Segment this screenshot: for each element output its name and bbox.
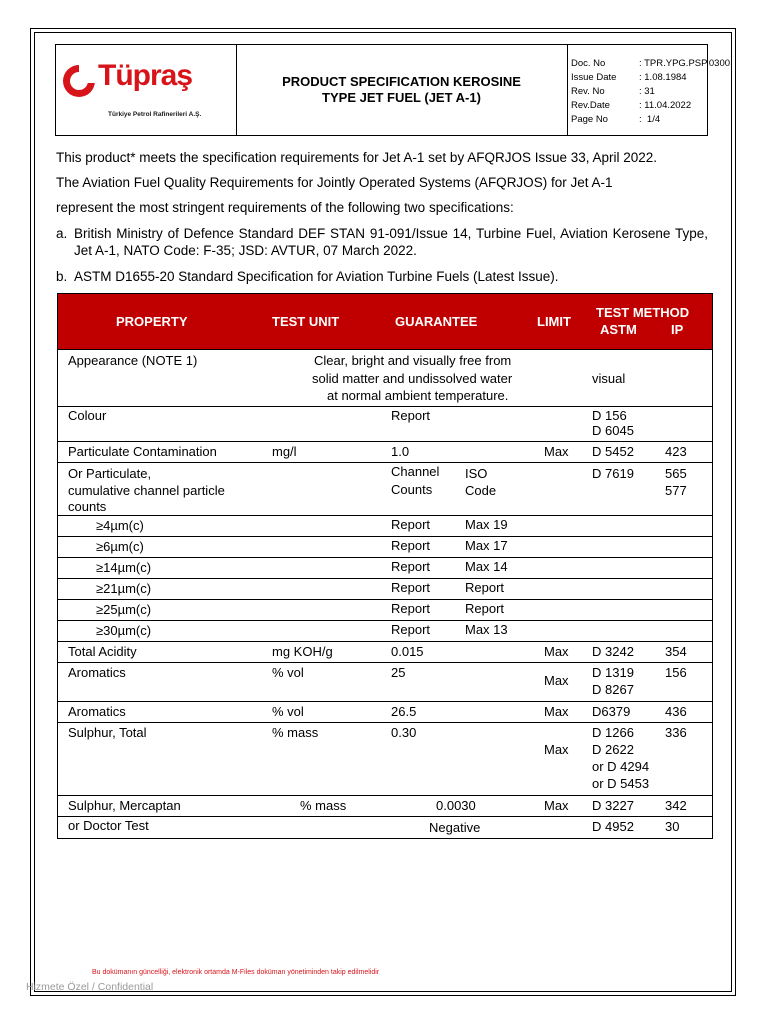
document-header <box>55 44 731 136</box>
row-sulphur-mercaptan: Sulphur, Mercaptan % mass 0.0030 Max D 3227 342 <box>58 796 713 817</box>
table-row <box>58 407 713 442</box>
footer-notice: Bu dokümanın güncelliği, elektronik ortamda M-Files doküman yönetiminden takip edilmelidir <box>92 969 380 976</box>
logo-wordmark: Tüpraş <box>98 59 193 92</box>
header-astm: ASTM <box>600 322 637 337</box>
table-header-row <box>58 294 713 350</box>
intro-line-1: This product* meets the specification requirements for Jet A-1 set by AFQRJOS Issue 33, April 2022. <box>56 150 658 165</box>
document-meta <box>567 45 731 135</box>
row-aromatics-2: Aromatics % vol 26.5 Max D6379 436 <box>58 702 713 723</box>
meta-page-no: Page No : 1/4 <box>571 114 661 125</box>
header-property: PROPERTY <box>116 314 188 329</box>
header-unit: TEST UNIT <box>272 314 340 329</box>
row-sulphur-total: Sulphur, Total % mass 0.30 Max D 1266 D 2622 or D 4294 or D 5453 336 <box>58 723 713 796</box>
meta-rev-no: Rev. No : 31 <box>571 86 655 97</box>
row-total-acidity: Total Acidity mg KOH/g 0.015 Max D 3242 354 <box>58 642 713 663</box>
title-line-2: TYPE JET FUEL (JET A-1) <box>322 90 481 105</box>
table-row <box>58 702 713 723</box>
row-doctor-test: or Doctor Test Negative D 4952 30 <box>58 817 713 839</box>
row-size-14: ≥14µm(c) Report Max 14 <box>58 558 713 579</box>
meta-rev-date: Rev.Date : 11.04.2022 <box>571 100 692 111</box>
table-row <box>58 796 713 817</box>
header-test-method: TEST METHOD <box>596 305 690 320</box>
row-size-30: ≥30µm(c) Report Max 13 <box>58 621 713 642</box>
table-row <box>58 817 713 839</box>
title-line-1: PRODUCT SPECIFICATION KEROSINE <box>282 74 521 89</box>
table-row <box>58 516 713 537</box>
spec-item-b: b. ASTM D1655-20 Standard Specification for Aviation Turbine Fuels (Latest Issue). <box>56 269 559 284</box>
table-row <box>58 621 713 642</box>
row-size-25: ≥25µm(c) Report Report <box>58 600 713 621</box>
row-particulate: Particulate Contamination mg/l 1.0 Max D 5452 423 <box>58 442 713 463</box>
meta-doc-no: Doc. No : TPR.YPG.PSP.0300 <box>571 58 731 69</box>
row-size-4: ≥4µm(c) Report Max 19 <box>58 516 713 537</box>
company-logo <box>56 45 237 135</box>
table-row <box>58 558 713 579</box>
table-row <box>58 350 713 407</box>
row-size-6: ≥6µm(c) Report Max 17 <box>58 537 713 558</box>
meta-issue-date: Issue Date : 1.08.1984 <box>571 72 687 83</box>
document-title <box>236 45 568 135</box>
row-aromatics-1: Aromatics % vol 25 Max D 1319 D 8267 156 <box>58 663 713 702</box>
specification-table <box>57 293 713 839</box>
table-row <box>58 663 713 702</box>
intro-line-3: represent the most stringent requirements of the following two specifications: <box>56 200 514 215</box>
table-row <box>58 579 713 600</box>
row-size-21: ≥21µm(c) Report Report <box>58 579 713 600</box>
row-colour: Colour Report D 156 D 6045 <box>58 407 713 442</box>
header-ip: IP <box>671 322 684 337</box>
header-limit: LIMIT <box>537 314 571 329</box>
table-row <box>58 442 713 463</box>
table-row <box>58 463 713 516</box>
table-row <box>58 537 713 558</box>
intro-line-2: The Aviation Fuel Quality Requirements for Jointly Operated Systems (AFQRJOS) for Jet A-1 <box>56 175 613 190</box>
row-particulate-counts: Or Particulate, cumulative channel particle counts Channel Counts ISO Code D 7619 565 577 <box>58 463 713 516</box>
logo-subtitle: Türkiye Petrol Rafinerileri A.Ş. <box>108 111 202 118</box>
table-row <box>58 723 713 796</box>
spec-item-a: a. British Ministry of Defence Standard DEF STAN 91-091/Issue 14, Turbine Fuel, Aviation Kerosene Type, Jet A-1, NATO Code: F-35; JSD: AVTUR, 07 March 2022. <box>56 226 708 258</box>
confidential-label: Hizmete Özel / Confidential <box>26 981 154 993</box>
header-guarantee: GUARANTEE <box>395 314 478 329</box>
table-row <box>58 642 713 663</box>
table-row <box>58 600 713 621</box>
tupras-logo-icon <box>62 63 96 99</box>
row-appearance: Appearance (NOTE 1) Clear, bright and visually free from solid matter and undissolved water at normal ambient temperature. visual <box>58 350 713 407</box>
